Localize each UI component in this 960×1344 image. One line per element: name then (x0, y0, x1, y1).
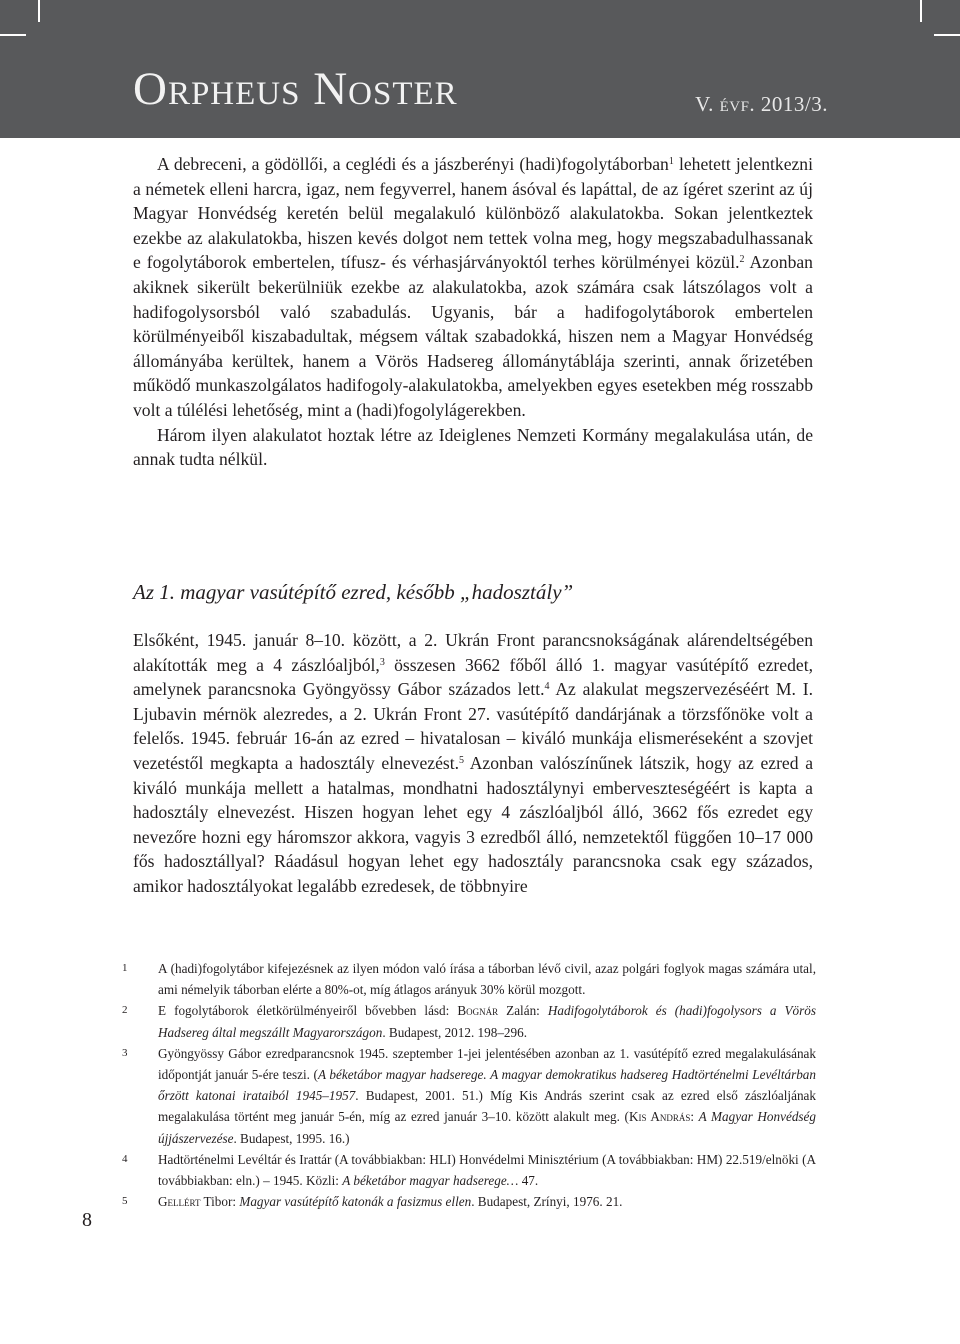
paragraph-3: Elsőként, 1945. január 8–10. között, a 2. Ukrán Front parancsnokságának alárendeltségében alakították meg a 4 zászlóaljból,$^3$ összesen 3662 főből álló 1. magyar vasútépítő ezredet, amelynek parancsnoka Gyöngyössy Gábor százados lett.$^4$ Az alakulat megszervezéséért M. I. Ljubavin mérnök alezredes, a 2. Ukrán Front 27. vasútépítő dandárjának a törzsfőnöke volt a felelős. 1945. február 16-án az ezred – hivatalosan – kiváló munkája elismeréseként a szovjet vezetéstől megkapta a hadosztály elnevezést.$^5$ Azonban valószínűnek látszik, hogy az ezred a kiváló munkája mellett a hatalmas, mondhatni hadosztálynyi emberveszteségéért is kapta a hadosztály elnevezést. Hiszen hogyan lehet egy 4 zászlóaljból álló, 3662 fős ezredet egy nevezőre hozni egy háromszor akkora, vagyis 3 ezredből álló, nemzetektől függően 10–17 000 fős hadosztállyal? Ráadásul hogyan lehet egy hadosztály parancsnoka csak egy százados, amikor hadosztályokat legalább ezredesek, de többnyire (133, 630, 813, 896)
issue-label: V. évf. 2013/3. (695, 92, 828, 116)
footnote-4: 4 Hadtörténelmi Levéltár és Irattár (A továbbiakban: HLI) Honvédelmi Minisztérium (A továbbiakban: HM) 22.519/elnöki (A továbbiakban: eln.) – 1945. Közli: A béketábor magyar hadserege… 47. (122, 1149, 816, 1191)
section-heading: Az 1. magyar vasútépítő ezred, később „hadosztály” (133, 580, 574, 604)
footnote-2: 2 E fogolytáborok életkörülményeiről bővebben lásd: Bognár Zalán: Hadifogolytáborok és (hadi)fogolysors a Vörös Hadsereg által megszállt Magyarországon. Budapest, 2012. 198–296. (122, 1000, 816, 1042)
footnote-1: 1 A (hadi)fogolytábor kifejezésnek az ilyen módon való írása a táborban lévő civil, azaz polgári foglyok magas számára utal, ami némelyik táborban elérte a 80%-ot, míg átlagos arányuk 30% körül mozgott. (122, 958, 816, 1000)
footnote-ref-5[interactable]: 5 (459, 754, 465, 766)
crop-mark-left (0, 34, 26, 36)
section-text (133, 628, 813, 899)
footnote-number: 2 (122, 1004, 128, 1017)
page-number: 8 (82, 1209, 92, 1231)
footnote-ref-3[interactable]: 3 (379, 656, 385, 668)
footnote-5: 5 Gellért Tibor: Magyar vasútépítő katonák a fasizmus ellen. Budapest, Zrínyi, 1976. 21. (122, 1191, 816, 1212)
crop-mark-right (934, 34, 960, 36)
footnote-ref-2[interactable]: 2 (739, 254, 745, 266)
journal-title: Orpheus Noster (133, 63, 458, 115)
footnote-ref-4[interactable]: 4 (544, 681, 550, 693)
paragraph-2: Három ilyen alakulatot hoztak létre az Ideiglenes Nemzeti Kormány megalakulása után, de annak tudta nélkül. (133, 424, 813, 470)
footnotes (122, 958, 816, 1212)
footnote-number: 3 (122, 1046, 128, 1059)
crop-mark-left-top (38, 0, 40, 22)
footnote-ref-1[interactable]: 1 (668, 156, 674, 167)
footnote-number: 4 (122, 1152, 128, 1165)
footnote-number: 5 (122, 1195, 128, 1208)
paragraph-1: A debreceni, a gödöllői, a ceglédi és a jászberényi (hadi)fogolytáborban$^1$ lehetett jelentkezni a németek elleni harcra, igaz, nem fegyverrel, hanem ásóval és lapáttal, de az ígéret szerint az új Magyar Honvédség keretén belül megalakuló különböző alakulatokba. Sokan jelentkeztek ezekbe az alakulatokba, hiszen kevés dolgot nem tettek volna meg, hogy megszabadulhassanak e fogolytáborok embertelen, tífusz- és vérhasjárványoktól terhes körülményei közül.$^2$ Azonban akiknek sikerült bekerülniük ezekbe az alakulatokba, azok számára csak látszólagos volt a hadifogolysorsból való szabadulás. Ugyanis, bár a hadifogolytáborok embertelen körülményeiből kiszabadultak, mégsem váltak szabadokká, hiszen nem a Magyar Honvédség állományába kerültek, hanem a Vörös Hadsereg állománytáblája szerinti, annak őrizetében működő munkaszolgálatos hadifogoly-alakulatokba, amelyekben egyes esetekben még rosszabb volt a túlélési lehetőség, mint a (hadi)fogolylágerekben. (133, 154, 813, 420)
footnote-number: 1 (122, 962, 128, 974)
main-text (133, 152, 813, 472)
crop-mark-right-top (920, 0, 922, 22)
footnote-3: 3 Gyöngyössy Gábor ezredparancsnok 1945. szeptember 1-jei jelentésében azonban az 1. vasútépítő ezred megalakulásának időpontját január 5-ére teszi. (A béketábor magyar hadserege. A magyar demokratikus hadsereg Hadtörténelmi Levéltárban őrzött katonai irataiból 1945–1957. Budapest, 2001. 51.) Míg Kis András szerint csak az ezred első zászlóaljának megalakulása történt meg január 5-én, míg az ezred január 3–10. között alakult meg. (Kis András: A Magyar Honvédség újjászervezése. Budapest, 1995. 16.) (122, 1043, 816, 1149)
